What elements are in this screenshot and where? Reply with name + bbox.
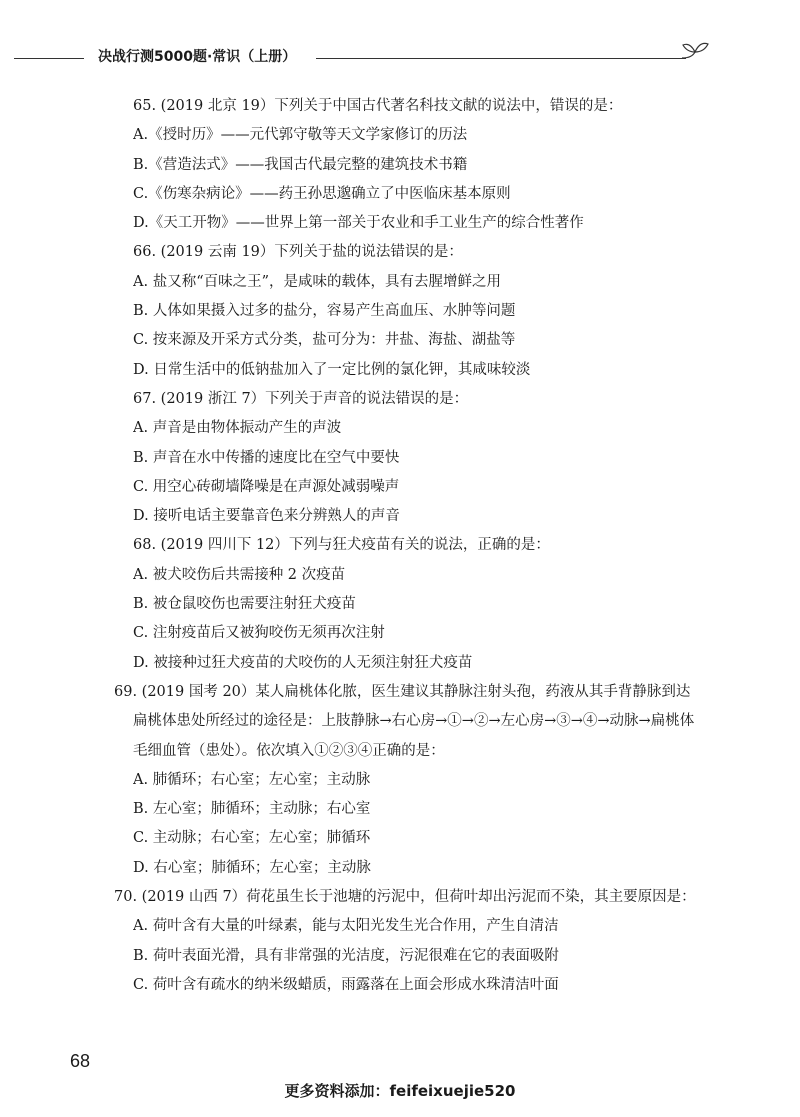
option-c: C.《伤寒杂病论》——药王孙思邈确立了中医临床基本原则 bbox=[133, 185, 511, 202]
option-a: A. 肺循环；右心室；左心室；主动脉 bbox=[133, 771, 371, 788]
question-list bbox=[114, 92, 698, 1000]
footer-note: 更多资料添加：feifeixuejie520 bbox=[284, 1082, 516, 1100]
running-header bbox=[14, 44, 704, 70]
question-70 bbox=[114, 883, 698, 1000]
sprout-icon bbox=[678, 38, 712, 68]
option-c: C. 按来源及开采方式分类，盐可分为：井盐、海盐、湖盐等 bbox=[133, 332, 516, 349]
option-d: D. 被接种过狂犬疫苗的犬咬伤的人无须注射狂犬疫苗 bbox=[133, 654, 473, 671]
option-b: B. 人体如果摄入过多的盐分，容易产生高血压、水肿等问题 bbox=[133, 303, 516, 320]
question-stem: 70. (2019 山西 7）荷花虽生长于池塘的污泥中，但荷叶却出污泥而不染，其主要原因是： bbox=[114, 889, 696, 906]
option-d: D.《天工开物》——世界上第一部关于农业和手工业生产的综合性著作 bbox=[133, 215, 584, 232]
question-66 bbox=[133, 238, 698, 384]
question-67 bbox=[133, 385, 698, 531]
question-65 bbox=[133, 92, 698, 238]
question-69 bbox=[114, 678, 698, 883]
question-stem: 65. (2019 北京 19）下列关于中国古代著名科技文献的说法中，错误的是： bbox=[133, 98, 623, 114]
page-number: 68 bbox=[70, 1051, 91, 1071]
option-d: D. 接听电话主要靠音色来分辨熟人的声音 bbox=[133, 508, 400, 525]
option-c: C. 荷叶含有疏水的纳米级蜡质，雨露落在上面会形成水珠清洁叶面 bbox=[133, 976, 559, 993]
option-b: B. 荷叶表面光滑，具有非常强的光洁度，污泥很难在它的表面吸附 bbox=[133, 947, 559, 964]
option-c: C. 注射疫苗后又被狗咬伤无须再次注射 bbox=[133, 625, 385, 642]
option-c: C. 主动脉；右心室；左心室；肺循环 bbox=[133, 830, 371, 847]
option-a: A. 荷叶含有大量的叶绿素，能与太阳光发生光合作用，产生自清洁 bbox=[133, 918, 559, 935]
option-b: B. 左心室；肺循环；主动脉；右心室 bbox=[133, 801, 371, 818]
option-a: A. 盐又称“百味之王”，是咸味的载体，具有去腥增鲜之用 bbox=[133, 273, 502, 290]
option-b: B. 声音在水中传播的速度比在空气中要快 bbox=[133, 449, 400, 466]
option-a: A. 被犬咬伤后共需接种 2 次疫苗 bbox=[133, 566, 346, 583]
header-rule-left bbox=[14, 58, 84, 59]
option-a: A.《授时历》——元代郭守敬等天文学家修订的历法 bbox=[133, 127, 468, 144]
question-68 bbox=[133, 531, 698, 677]
book-title: 决战行测5000题·常识（上册） bbox=[98, 49, 297, 65]
option-d: D. 日常生活中的低钠盐加入了一定比例的氯化钾，其咸味较淡 bbox=[133, 361, 531, 378]
question-stem: 66. (2019 云南 19）下列关于盐的说法错误的是： bbox=[133, 244, 463, 261]
option-c: C. 用空心砖砌墙降噪是在声源处减弱噪声 bbox=[133, 478, 400, 495]
option-b: B.《营造法式》——我国古代最完整的建筑技术书籍 bbox=[133, 156, 468, 173]
question-stem: 68. (2019 四川下 12）下列与狂犬疫苗有关的说法，正确的是： bbox=[133, 537, 550, 554]
question-stem: 67. (2019 浙江 7）下列关于声音的说法错误的是： bbox=[133, 390, 469, 407]
option-d: D. 右心室；肺循环；左心室；主动脉 bbox=[133, 859, 371, 876]
question-stem: 69. (2019 国考 20）某人扁桃体化脓，医生建议其静脉注射头孢，药液从其手背静脉到达扁桃体患处所经过的途径是：上肢静脉→右心房→①→②→左心房→③→④→动脉→扁桃体毛细血管（患处）。依次填入①②③④正确的是： bbox=[114, 683, 695, 759]
header-rule-right bbox=[316, 58, 686, 59]
option-b: B. 被仓鼠咬伤也需要注射狂犬疫苗 bbox=[133, 596, 356, 613]
option-a: A. 声音是由物体振动产生的声波 bbox=[133, 420, 342, 437]
